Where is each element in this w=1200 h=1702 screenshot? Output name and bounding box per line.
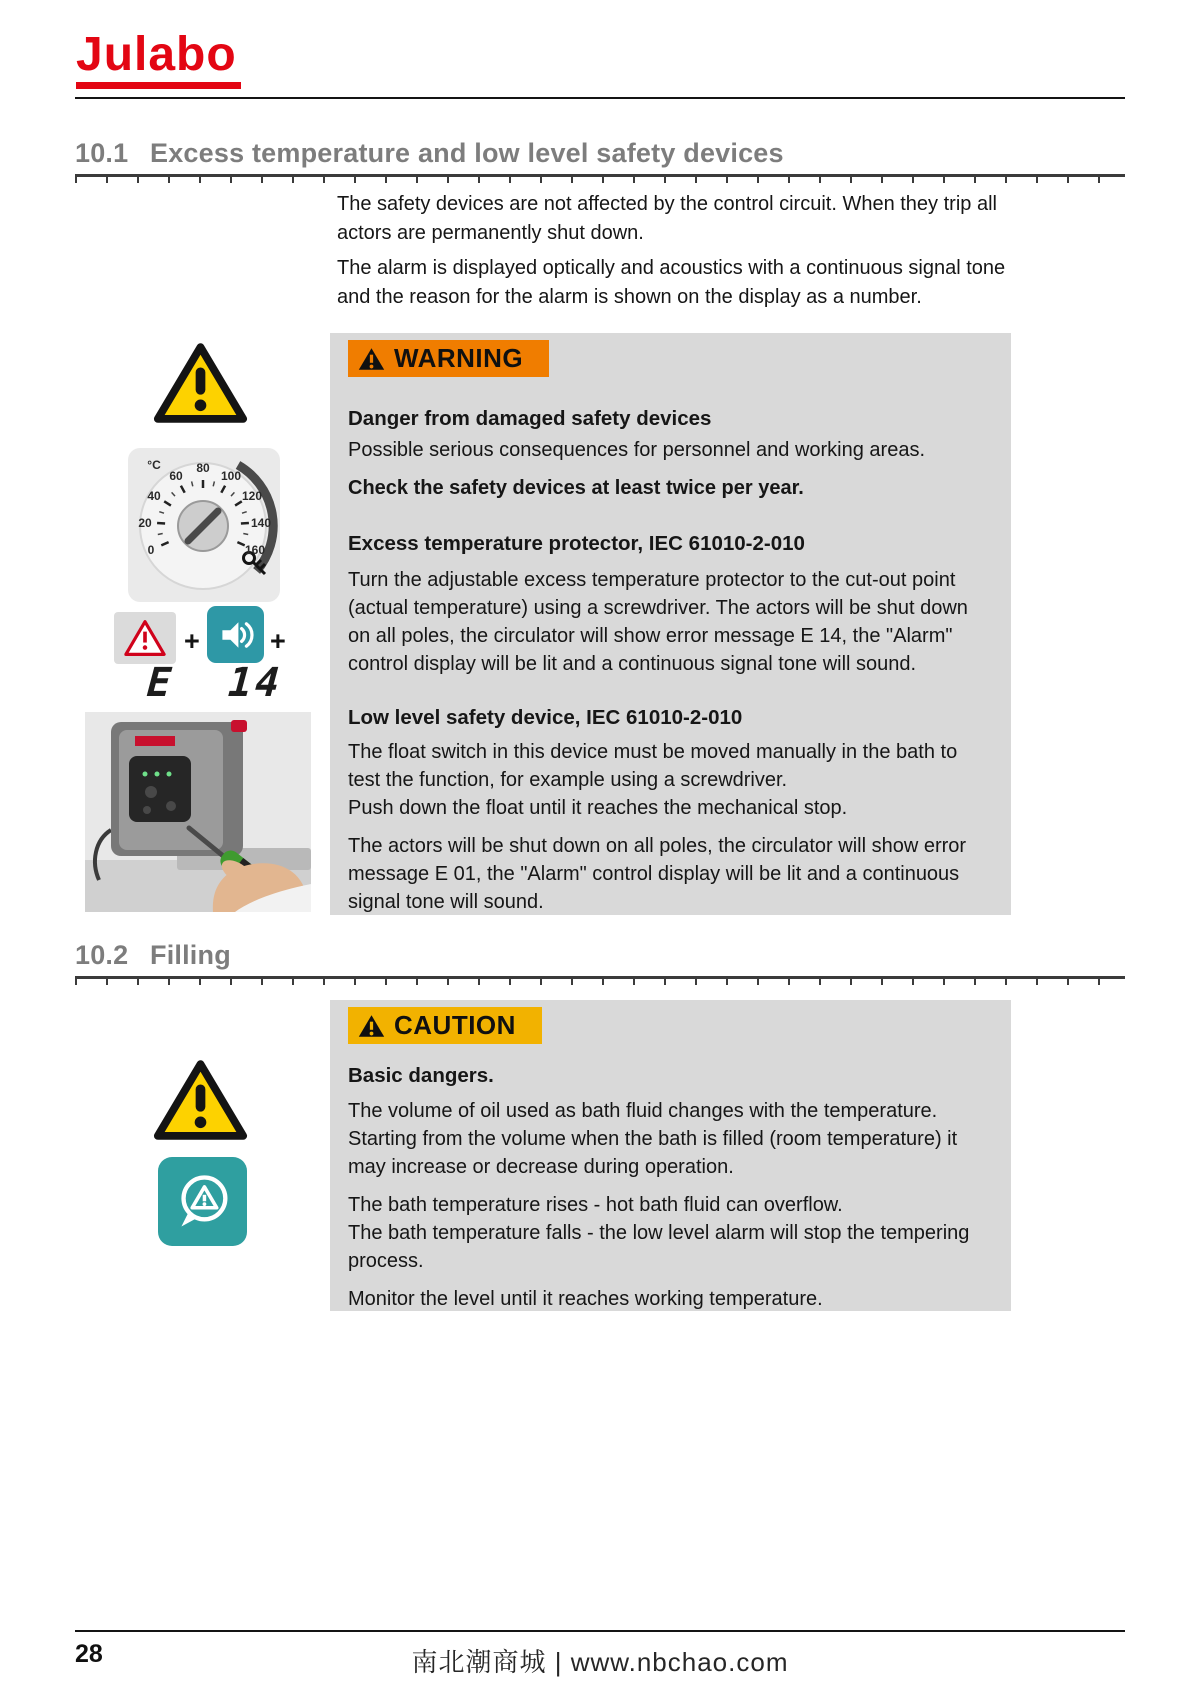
warning-triangle-icon (152, 340, 249, 426)
dial-label-0: 0 (147, 543, 155, 557)
section-10-2-heading (75, 940, 231, 971)
intro-paragraphs (337, 190, 1017, 318)
section-10-2-rule (75, 976, 1125, 987)
section-10-1-title: Excess temperature and low level safety devices (150, 138, 784, 168)
warning-triangle-icon-2 (152, 1057, 249, 1143)
warning-paragraph-4: The float switch in this device must be moved manually in the bath to test the function, for example using a screwdriver. (348, 741, 958, 791)
speaker-icon (207, 606, 264, 663)
caution-paragraph-2: The bath temperature rises - hot bath fluid can overflow. (348, 1194, 843, 1216)
warning-paragraph-2: Check the safety devices at least twice per year. (348, 477, 804, 499)
caution-paragraph-1: The volume of oil used as bath fluid changes with the temperature. Starting from the volume when the bath is filled (room temperature) it may increase or decrease during operation. (348, 1100, 958, 1178)
device-photo-svg (85, 712, 311, 912)
plus-sign-1: + (184, 626, 200, 656)
warning-paragraph-6: The actors will be shut down on all poles, the circulator will show error message E 01, the "Alarm" control display will be lit and a continuous signal tone will sound. (348, 835, 967, 913)
dial-label-160: 160 (244, 543, 266, 557)
dial-label-100: 100 (220, 469, 242, 483)
warning-paragraph-5: Push down the float until it reaches the mechanical stop. (348, 797, 848, 819)
section-10-1-heading (75, 138, 784, 169)
dial-label-140: 140 (250, 516, 272, 530)
warning-banner-triangle-icon (358, 347, 385, 371)
intro-paragraph-1: The safety devices are not affected by the control circuit. When they trip all actors are permanently shut down. (337, 193, 997, 244)
warning-paragraph-1: Possible serious consequences for personnel and working areas. (348, 439, 926, 461)
speaker-svg (216, 615, 256, 655)
dial-label-20: 20 (138, 516, 152, 530)
dial-label-80: 80 (196, 461, 210, 475)
caution-paragraph-3: The bath temperature falls - the low level alarm will stop the tempering process. (348, 1222, 970, 1272)
warning-box (330, 333, 1011, 915)
intro-paragraph-2: The alarm is displayed optically and acoustics with a continuous signal tone and the reason for the alarm is shown on the display as a number. (337, 257, 1006, 308)
dial-label-60: 60 (169, 469, 183, 483)
section-10-2-number: 10.2 (75, 940, 129, 970)
warning-heading-1: Danger from damaged safety devices (348, 407, 712, 430)
caution-paragraph-4: Monitor the level until it reaches working temperature. (348, 1288, 823, 1310)
caution-banner (348, 1007, 542, 1044)
dial-label-40: 40 (147, 489, 161, 503)
note-bubble-svg (167, 1166, 239, 1238)
caution-banner-triangle-icon (358, 1014, 385, 1038)
section-10-1-rule (75, 174, 1125, 185)
caution-banner-label: CAUTION (394, 1010, 516, 1040)
section-10-2-title: Filling (150, 940, 231, 970)
caution-box (330, 1000, 1011, 1311)
julabo-logo: Julabo (76, 30, 241, 89)
page-number: 28 (75, 1640, 103, 1668)
footer-rule (75, 1630, 1125, 1632)
alarm-triangle-svg (122, 618, 168, 658)
temperature-dial-image (128, 448, 280, 602)
caution-heading-1: Basic dangers. (348, 1064, 494, 1087)
watermark-text: 南北潮商城 | www.nbchao.com (411, 1647, 789, 1677)
header-rule (75, 97, 1125, 99)
warning-heading-2: Excess temperature protector, IEC 61010-2-010 (348, 532, 805, 555)
warning-triangle-svg-2 (152, 1057, 249, 1143)
warning-triangle-svg (152, 340, 249, 426)
note-bubble-icon (158, 1157, 247, 1246)
device-photo (85, 712, 311, 912)
warning-banner-label: WARNING (394, 343, 524, 373)
alarm-indicator-icon (114, 612, 176, 664)
warning-heading-3: Low level safety device, IEC 61010-2-010 (348, 706, 743, 729)
warning-banner (348, 340, 549, 377)
section-10-1-number: 10.1 (75, 138, 129, 168)
dial-label-120: 120 (241, 489, 263, 503)
dial-unit-label: °C (147, 458, 161, 472)
plus-sign-2: + (270, 626, 286, 656)
warning-paragraph-3: Turn the adjustable excess temperature protector to the cut-out point (actual temperature) using a screwdriver. The actors will be shut down on all poles, the circulator will show error message E 14, the "Alarm" control display will be lit and a continuous signal tone will sound. (348, 569, 968, 675)
error-code-display: E 14 (145, 660, 285, 706)
